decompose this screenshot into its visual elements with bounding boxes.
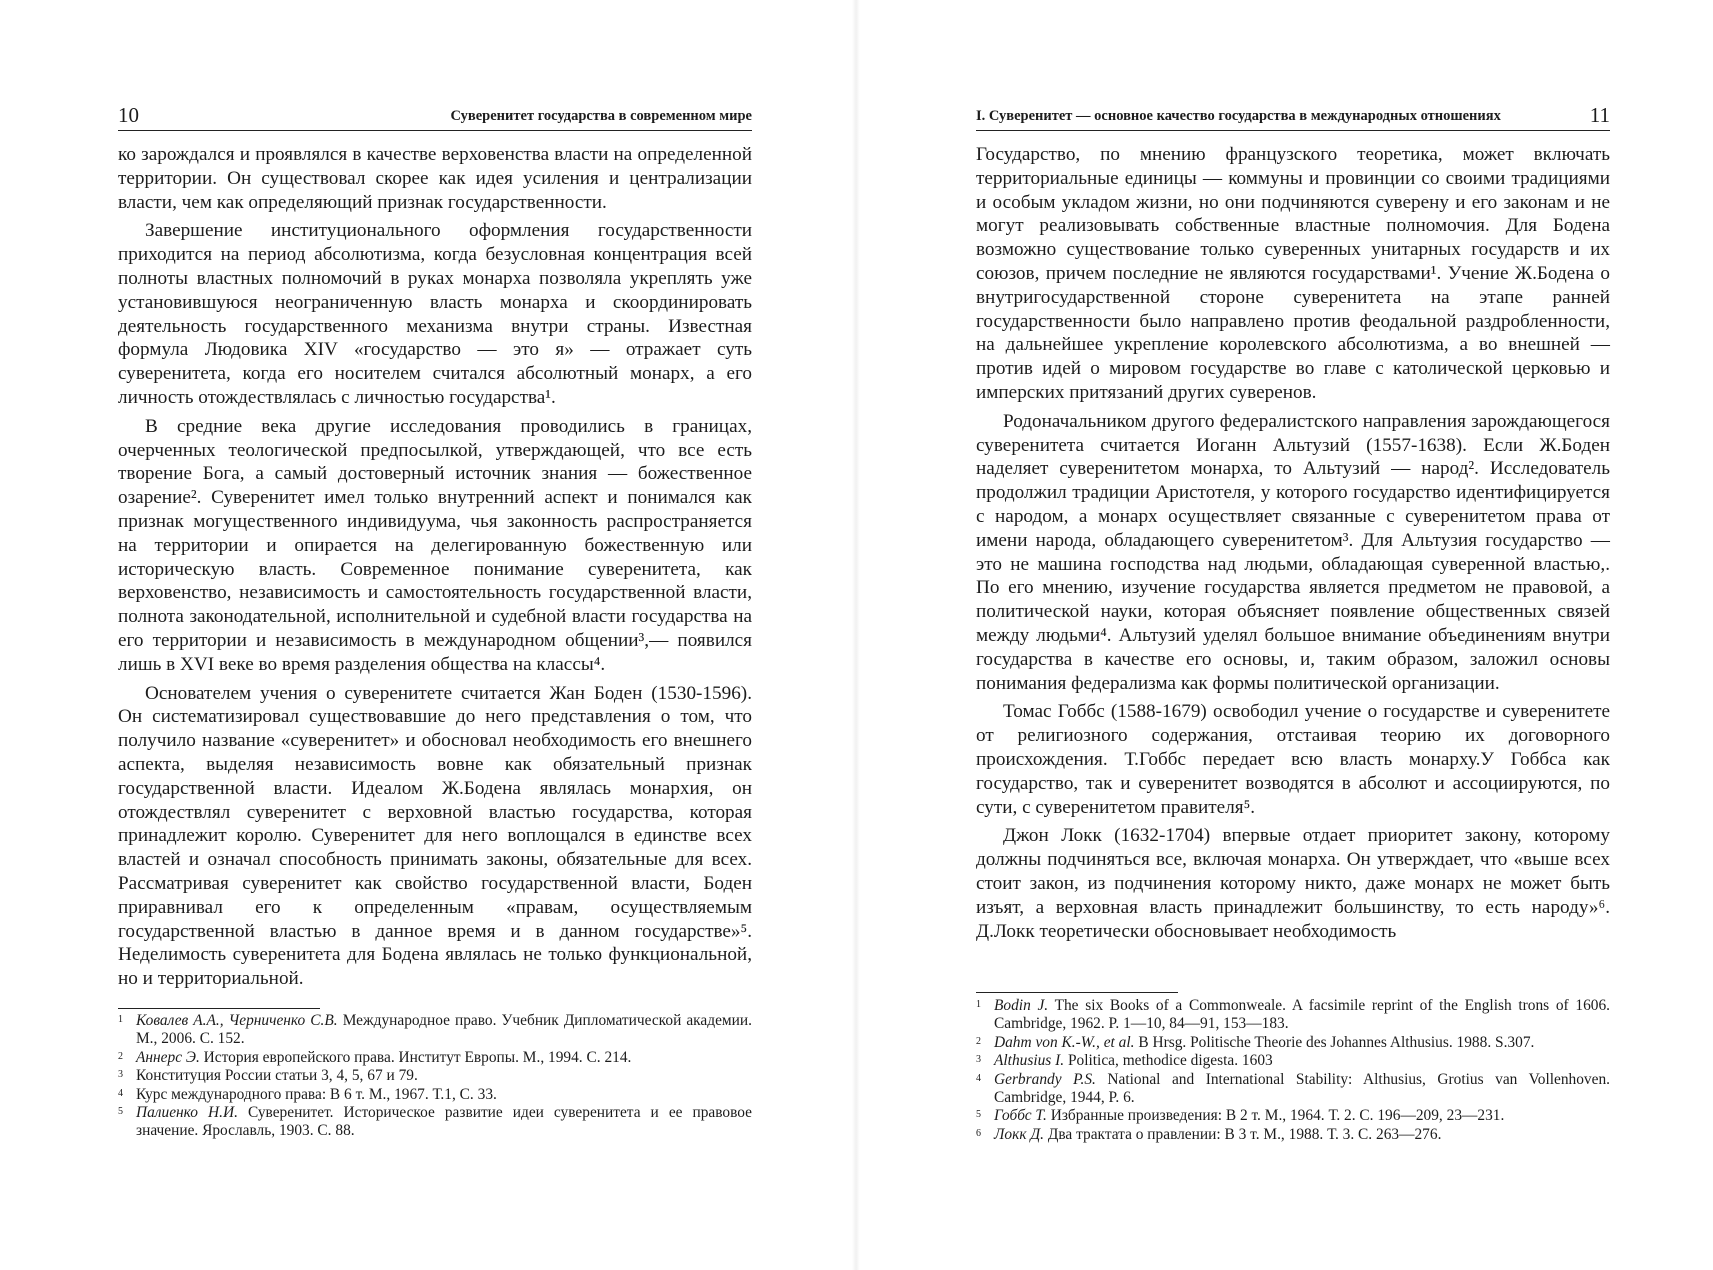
footnote-text: В Hrsg. Politische Theorie des Johannes Althusius. 1988. S.307. [1134, 1033, 1535, 1051]
footnote-text: Два трактата о правлении: В 3 т. М., 1988. Т. 3. С. 263—276. [1044, 1125, 1442, 1143]
footnote-number: 2 [976, 1035, 981, 1047]
footnote [118, 1067, 752, 1085]
running-head-title: I. Суверенитет — основное качество государства в международных отношениях [976, 108, 1501, 124]
footnote [118, 1086, 752, 1104]
footnote-author: Gerbrandy P.S. [994, 1070, 1096, 1088]
footnote-author: Bodin J. [994, 997, 1049, 1014]
footnote-text: Суверенитет. Историческое развитие идеи суверенитета и ее правовое значение. Ярославль, 1903. С. 88. [136, 1104, 752, 1140]
paragraph: ко зарождался и проявлялся в качестве верховенства власти на определенной территории. Он существовал скорее как идея усиления и централизации власти, чем как определяющий признак государственности. [118, 144, 752, 213]
footnote-text: Международное право. Учебник Дипломатической академии. М., 2006. С. 152. [136, 1012, 752, 1048]
left-footnotes [118, 1012, 752, 1141]
footnote [118, 1012, 752, 1049]
left-body-text [118, 143, 752, 991]
paragraph: Родоначальником другого федералистского направления зарождающегося суверенитета считается Иоганн Альтузий (1557-1638). Если Ж.Боден наделяет суверенитетом монарха, то Альтузий — народ². Исследователь продолжил традиции Аристотеля, у которого государство идентифицируется с народом, а монарх осуществляет связанные с суверенитетом права от имени народа, обладающего суверенитетом³. Для Альтузия государство — это не машина господства над людьми, обладающая суверенной властью,. По его мнению, изучение государства является предметом не правовой, а политической науки, которая объясняет появление общественных связей между людьми⁴. Альтузий уделял большое внимание объединениям внутри государства в качестве его основы, и, таким образом, заложил основы понимания федерализма как формы политической организации. [976, 410, 1610, 694]
footnote-author: Палиенко Н.И. [136, 1104, 238, 1122]
footnote-number: 1 [976, 999, 981, 1010]
footnote-text: Politica, methodice digesta. 1603 [1064, 1052, 1273, 1070]
footnote-text: Конституция России статьи 3, 4, 5, 67 и 79. [136, 1067, 418, 1085]
footnote-author: Althusius I. [994, 1052, 1065, 1070]
footnote-author: Dahm von K.-W., et al. [994, 1033, 1135, 1051]
footnote-number: 5 [976, 1109, 981, 1121]
footnote [118, 1104, 752, 1141]
right-page [856, 0, 1713, 1270]
footnote [976, 997, 1610, 1034]
paragraph: Томас Гоббс (1588-1679) освободил учение о государстве и суверенитете от религиозного содержания, отстаивая теорию их договорного происхождения. Т.Гоббс передает всю власть монарху.У Гоббса как государство, так и суверенитет возводятся в абсолют и ассоциируются, по сути, с суверенитетом правителя⁵. [976, 701, 1610, 818]
footnote-text: Избранные произведения: В 2 т. М., 1964. Т. 2. С. 196—209, 23—231. [1046, 1107, 1505, 1125]
right-body-text [976, 143, 1610, 943]
footnote-text: История европейского права. Институт Европы. М., 1994. С. 214. [199, 1048, 632, 1066]
footnote-author: Гоббс Т. [994, 1107, 1047, 1125]
left-page [0, 0, 856, 1270]
footnote [976, 1034, 1610, 1052]
right-running-head [976, 104, 1610, 131]
paragraph: Основателем учения о суверенитете считается Жан Боден (1530-1596). Он систематизировал существовавшие до него представления о том, что получило название «суверенитет» и обосновал необходимость его внешнего аспекта, выделяя независимость вовне как обязательный признак государственной власти. Идеалом Ж.Бодена являлась монархия, он отождествлял суверенитет с верховной властью государства, которая принадлежит королю. Суверенитет для него воплощался в единстве всех властей и означал способность принимать законы, обязательные для всех. Рассматривая суверенитет как свойство государственной власти, Боден приравнивал его к определенным «правам, осуществляемым государственной властью в данное время и в данном государстве»⁵. Неделимость суверенитета для Бодена являлась не только функциональной, но и территориальной. [118, 682, 752, 990]
left-running-head [118, 104, 752, 131]
footnote-separator [118, 1008, 320, 1009]
footnote-text: National and International Stability: Althusius, Grotius van Vollenhoven. Cambridge, 1944, P. 6. [994, 1070, 1610, 1107]
footnote-number: 3 [118, 1069, 123, 1081]
footnote-number: 3 [976, 1054, 981, 1066]
footnote-number: 6 [976, 1127, 981, 1139]
footnote-author: Локк Д. [994, 1125, 1045, 1143]
footnote-text: The six Books of a Commonweale. A facsimile reprint of the English trons of 1606. Cambridge, 1962. P. 1—10, 84—91, 153—183. [994, 997, 1611, 1033]
footnote-number: 1 [118, 1014, 123, 1025]
footnote-author: Ковалев А.А., Черниченко С.В. [136, 1012, 338, 1029]
page-number: 11 [1589, 103, 1610, 127]
paragraph: Государство, по мнению французского теоретика, может включать территориальные единицы — коммуны и провинции со своими традициями и особым укладом жизни, но они подчиняются суверену и его законам и не могут реализовывать собственные властные полномочия. Для Бодена возможно существование только суверенных унитарных государств и их союзов, причем последние не являются государствами¹. Учение Ж.Бодена о внутригосударственной стороне суверенитета на этапе ранней государственности было направлено против феодальной раздробленности, на дальнейшее укрепление королевского абсолютизма, а во внешней — против идей о мировом государстве во главе с католической церковью и имперских притязаний других суверенов. [976, 144, 1610, 403]
paragraph: Джон Локк (1632-1704) впервые отдает приоритет закону, которому должны подчиняться все, включая монарха. Он утверждает, что «выше всех стоит закон, из подчинения которому никто, даже монарх не может быть изъят, а верховная власть принадлежит большинству, то есть народу»⁶. Д.Локк теоретически обосновывает необходимость [976, 825, 1610, 942]
paragraph: Завершение институционального оформления государственности приходится на период абсолютизма, когда безусловная концентрация всей полноты властных полномочий в руках монарха позволяла укреплять уже установившуюся неограниченную власть монарха и скоординировать деятельность государственного механизма внутри страны. Известная формула Людовика XIV «государство — это я» — отражает суть суверенитета, когда его носителем считался абсолютный монарх, а его личность отождествлялась с личностью государства¹. [118, 220, 752, 408]
footnote-text: Курс международного права: В 6 т. М., 1967. Т.1, С. 33. [136, 1085, 497, 1103]
footnote-number: 4 [976, 1072, 981, 1084]
footnote [976, 1071, 1610, 1108]
footnote [976, 1052, 1610, 1070]
footnote [976, 1126, 1610, 1144]
footnote-number: 2 [118, 1050, 123, 1062]
paragraph: В средние века другие исследования проводились в границах, очерченных теологической предпосылкой, утверждающей, что все есть творение Бога, а самый достоверный источник знания — божественное озарение². Суверенитет имел только внутренний аспект и понимался как признак могущественного индивидуума, чья законность распространяется на территории и опирается на делегированную божественную или историческую власть. Современное понимание суверенитета, как верховенство, независимость и самостоятельность государственной власти, полнота законодательной, исполнительной и судебной власти государства на его территории и независимость в международном общении³,— появился лишь в XVI веке во время разделения общества на классы⁴. [118, 415, 752, 675]
footnote [118, 1049, 752, 1067]
footnote [976, 1107, 1610, 1125]
footnote-number: 5 [118, 1106, 123, 1118]
footnote-author: Аннерс Э. [136, 1048, 200, 1066]
running-head-title: Суверенитет государства в современном мире [450, 108, 752, 124]
page-number: 10 [118, 103, 139, 127]
footnote-number: 4 [118, 1087, 123, 1099]
footnote-separator [976, 992, 1178, 993]
right-footnotes [976, 997, 1610, 1144]
